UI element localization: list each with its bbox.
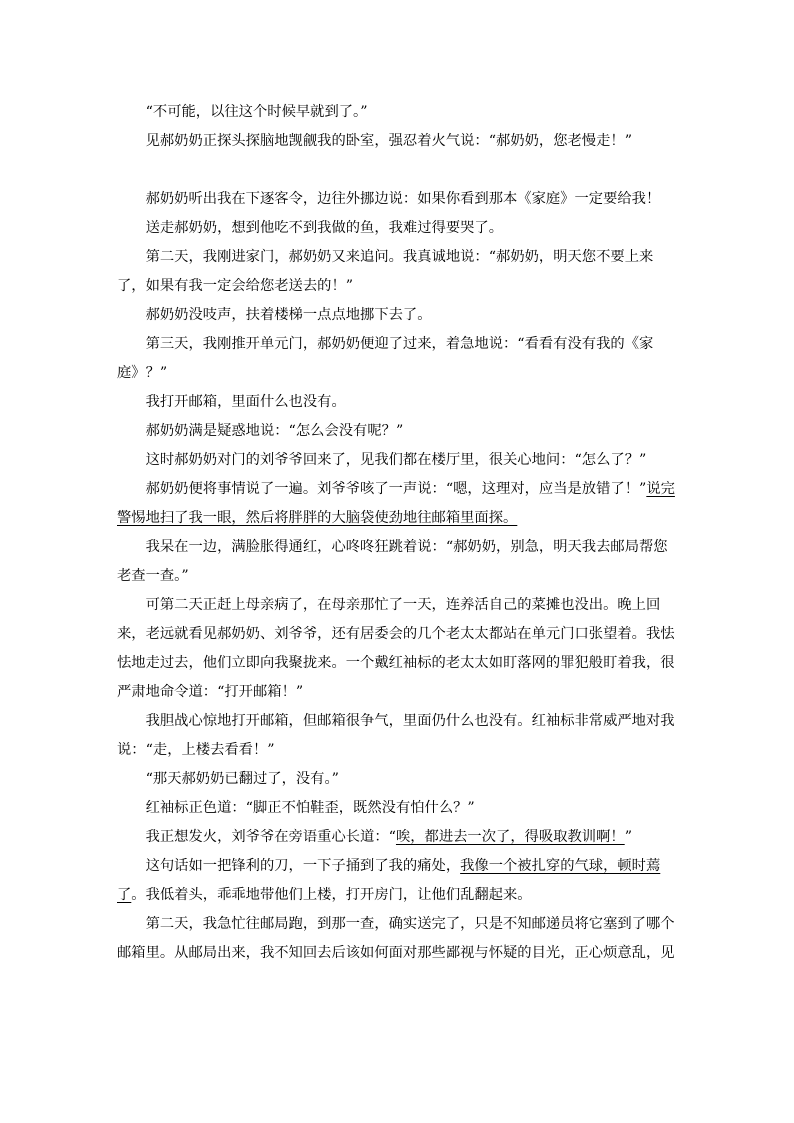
paragraph-1: “不可能，以往这个时候早就到了。” xyxy=(145,104,368,120)
paragraph-11: 郝奶奶便将事情说了一遍。刘爷爷咳了一声说：“嗯，这理对，应当是放错了！”说完警惕地扫了我一眼，然后将胖胖的大脑袋使劲地往邮箱里面探。 xyxy=(117,481,675,526)
underlined-passage: 唉，都进去一次了，得吸取教训啊！ xyxy=(395,829,625,845)
paragraph-17: 我正想发火，刘爷爷在旁语重心长道：“唉，都进去一次了，得吸取教训啊！” xyxy=(145,829,633,845)
underlined-passage: 我像一个被扎穿的气球，顿时蔫了 xyxy=(117,858,661,903)
paragraph-16: 红袖标正色道：“脚正不怕鞋歪，既然没有怕什么？” xyxy=(145,800,475,816)
paragraph-7: 第三天，我刚推开单元门，郝奶奶便迎了过来，着急地说：“看看有没有我的《家庭》？” xyxy=(117,336,654,381)
paragraph-3: 郝奶奶听出我在下逐客令，边往外挪边说：如果你看到那本《家庭》一定要给我！ xyxy=(145,191,661,207)
paragraph-2: 见郝奶奶正探头探脑地觊觎我的卧室，强忍着火气说：“郝奶奶，您老慢走！” xyxy=(145,133,633,149)
paragraph-15: “那天郝奶奶已翻过了，没有。” xyxy=(145,771,339,787)
paragraph-spacer xyxy=(117,156,677,185)
paragraph-19: 第二天，我急忙往邮局跑，到那一查，确实送完了，只是不知邮递员将它塞到了哪个邮箱里。从邮局出来，我不知回去后该如何面对那些鄙视与怀疑的目光，正心烦意乱，见 xyxy=(117,916,675,961)
paragraph-14: 我胆战心惊地打开邮箱，但邮箱很争气，里面仍什么也没有。红袖标非常威严地对我说：“走，上楼去看看！” xyxy=(117,713,675,758)
document-body xyxy=(117,98,677,968)
paragraph-12: 我呆在一边，满脸胀得通红，心咚咚狂跳着说：“郝奶奶，别急，明天我去邮局帮您老查一查。” xyxy=(117,539,668,584)
paragraph-18: 这句话如一把锋利的刀，一下子捅到了我的痛处，我像一个被扎穿的气球，顿时蔫了。我低着头，乖乖地带他们上楼，打开房门，让他们乱翻起来。 xyxy=(117,858,661,903)
paragraph-8: 我打开邮箱，里面什么也没有。 xyxy=(145,394,346,410)
underlined-passage: 说完警惕地扫了我一眼，然后将胖胖的大脑袋使劲地往邮箱里面探。 xyxy=(117,481,675,526)
paragraph-13: 可第二天正赶上母亲病了，在母亲那忙了一天，连养活自己的菜摊也没出。晚上回来，老远就看见郝奶奶、刘爷爷，还有居委会的几个老太太都站在单元门口张望着。我怯怯地走过去，他们立即向我聚拢来。一个戴红袖标的老太太如盯落网的罪犯般盯着我，很严肃地命令道：“打开邮箱！” xyxy=(117,597,675,700)
paragraph-9: 郝奶奶满是疑惑地说：“怎么会没有呢？” xyxy=(145,423,404,439)
paragraph-4: 送走郝奶奶，想到他吃不到我做的鱼，我难过得要哭了。 xyxy=(145,220,504,236)
paragraph-5: 第二天，我刚进家门，郝奶奶又来追问。我真诚地说：“郝奶奶，明天您不要上来了，如果有我一定会给您老送去的！” xyxy=(117,249,654,294)
paragraph-10: 这时郝奶奶对门的刘爷爷回来了，见我们都在楼厅里，很关心地问：“怎么了？” xyxy=(145,452,647,468)
paragraph-6: 郝奶奶没吱声，扶着楼梯一点点地挪下去了。 xyxy=(145,307,432,323)
